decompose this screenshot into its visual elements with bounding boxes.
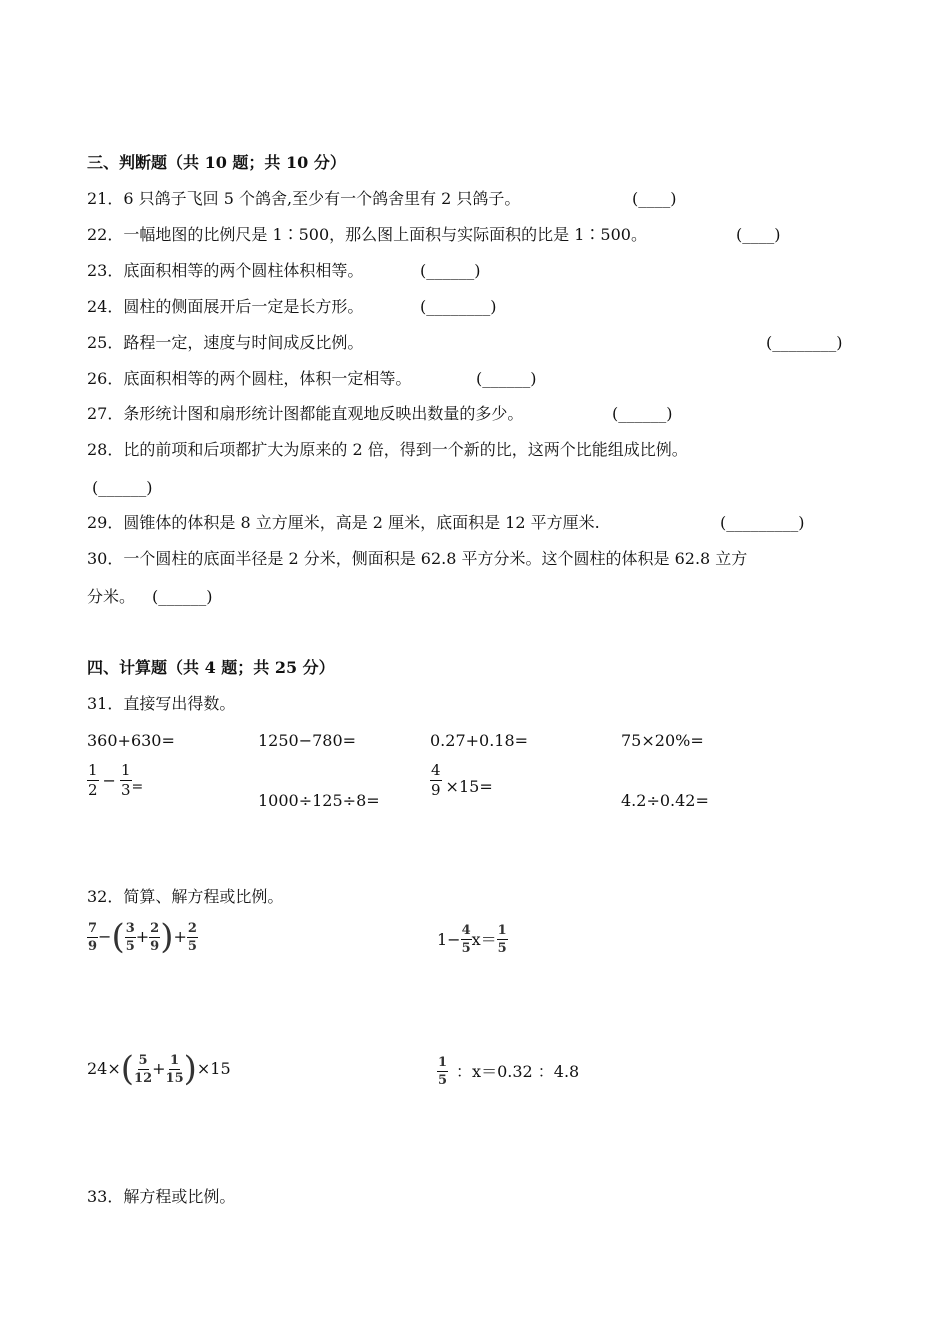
- answer-blank-24[interactable]: (________): [420, 297, 497, 316]
- denominator: 3: [120, 781, 131, 799]
- denominator: 5: [187, 938, 197, 954]
- numerator: 4: [431, 761, 441, 779]
- denominator: 15: [165, 1070, 184, 1086]
- expression-tail: ×15: [196, 1059, 231, 1078]
- question-21: 21．6 只鸽子飞回 5 个鸽舍,至少有一个鸽舍里有 2 只鸽子。: [87, 189, 521, 208]
- numerator: 1: [170, 1052, 180, 1068]
- denominator: 5: [497, 941, 507, 956]
- fraction: [166, 1054, 184, 1085]
- denominator: 5: [125, 938, 135, 954]
- denominator: 12: [134, 1070, 153, 1086]
- denominator: 2: [88, 781, 98, 799]
- expression-lead: 24×: [87, 1059, 121, 1078]
- numerator: 1: [438, 1055, 448, 1070]
- fraction: [87, 922, 98, 953]
- fraction: [120, 763, 132, 798]
- answer-blank-27[interactable]: (______): [612, 404, 673, 423]
- numerator: 7: [88, 920, 98, 936]
- fraction: [461, 924, 472, 955]
- operator: −: [98, 927, 112, 946]
- left-paren: (: [111, 917, 125, 957]
- fraction: [87, 763, 99, 798]
- numerator: 1: [120, 761, 131, 779]
- calc-32-1: [87, 917, 198, 957]
- calc-32-3: [87, 1049, 231, 1089]
- right-paren: ): [183, 1049, 197, 1089]
- calc-31-1: 360+630=: [87, 731, 175, 750]
- question-23: 23．底面积相等的两个圆柱体积相等。: [87, 261, 364, 280]
- calc-31-2: 1250−780=: [258, 731, 357, 750]
- fraction: [134, 1054, 152, 1085]
- operator: +: [173, 927, 187, 946]
- expression-tail: ：x＝0.32 ：4.8: [456, 1061, 580, 1081]
- operator: +: [135, 927, 150, 946]
- left-paren: (: [120, 1049, 135, 1089]
- expression-mid: x＝: [471, 929, 497, 949]
- question-26: 26．底面积相等的两个圆柱，体积一定相等。: [87, 369, 412, 388]
- question-27: 27．条形统计图和扇形统计图都能直观地反映出数量的多少。: [87, 404, 524, 423]
- denominator: 9: [431, 781, 441, 799]
- fraction: [430, 763, 442, 798]
- fraction: [149, 922, 160, 953]
- numerator: 5: [138, 1052, 148, 1068]
- fraction: [437, 1056, 448, 1087]
- numerator: 2: [187, 920, 197, 936]
- denominator: 9: [150, 938, 160, 954]
- equals: =: [131, 779, 144, 795]
- answer-blank-22[interactable]: (____): [736, 225, 781, 244]
- answer-blank-21[interactable]: (____): [632, 189, 677, 208]
- operator: −: [102, 770, 116, 790]
- question-22: 22．一幅地图的比例尺是 1∶500，那么图上面积与实际面积的比是 1∶500。: [87, 225, 647, 244]
- calc-31-4: 75×20%=: [621, 731, 704, 750]
- operator: +: [152, 1059, 166, 1078]
- fraction: [497, 924, 508, 955]
- calc-32-2: [437, 924, 508, 955]
- question-33-title: 33．解方程或比例。: [87, 1187, 236, 1206]
- denominator: 9: [88, 938, 98, 954]
- question-25: 25．路程一定，速度与时间成反比例。: [87, 333, 364, 352]
- expression-lead: 1−: [437, 929, 461, 949]
- question-30: 30．一个圆柱的底面半径是 2 分米，侧面积是 62.8 平方分米。这个圆柱的体积是 62.8 立方: [87, 549, 748, 568]
- answer-blank-30[interactable]: (______): [152, 587, 213, 606]
- calc-31-5: [87, 763, 143, 798]
- calc-32-4: [437, 1056, 579, 1087]
- calc-31-3: 0.27+0.18=: [430, 731, 529, 750]
- question-30-continued: 分米。: [87, 587, 136, 606]
- denominator: 5: [461, 941, 471, 956]
- answer-blank-26[interactable]: (______): [476, 369, 537, 388]
- answer-blank-28[interactable]: (______): [92, 478, 153, 497]
- question-28: 28．比的前项和后项都扩大为原来的 2 倍，得到一个新的比，这两个比能组成比例。: [87, 440, 688, 459]
- expression-tail: ×15=: [445, 777, 493, 796]
- question-29: 29．圆锥体的体积是 8 立方厘米，高是 2 厘米，底面积是 12 平方厘米.: [87, 513, 600, 532]
- denominator: 5: [438, 1073, 448, 1088]
- calc-31-8: 4.2÷0.42=: [621, 791, 709, 810]
- numerator: 1: [497, 923, 507, 938]
- numerator: 3: [125, 920, 135, 936]
- answer-blank-23[interactable]: (______): [420, 261, 481, 280]
- section-heading-calculation: 四、计算题（共 4 题；共 25 分）: [87, 658, 335, 677]
- question-32-title: 32．简算、解方程或比例。: [87, 887, 284, 906]
- answer-blank-25[interactable]: (________): [766, 333, 843, 352]
- fraction: [125, 922, 136, 953]
- question-31-title: 31．直接写出得数。: [87, 694, 236, 713]
- numerator: 1: [88, 761, 98, 779]
- fraction: [187, 922, 198, 953]
- right-paren: ): [160, 917, 174, 957]
- answer-blank-29[interactable]: (_________): [720, 513, 805, 532]
- numerator: 2: [150, 920, 160, 936]
- section-heading-judgment: 三、判断题（共 10 题；共 10 分）: [87, 153, 346, 172]
- numerator: 4: [461, 923, 471, 938]
- question-24: 24．圆柱的侧面展开后一定是长方形。: [87, 297, 364, 316]
- calc-31-7: [430, 763, 493, 798]
- calc-31-6: 1000÷125÷8=: [258, 791, 380, 810]
